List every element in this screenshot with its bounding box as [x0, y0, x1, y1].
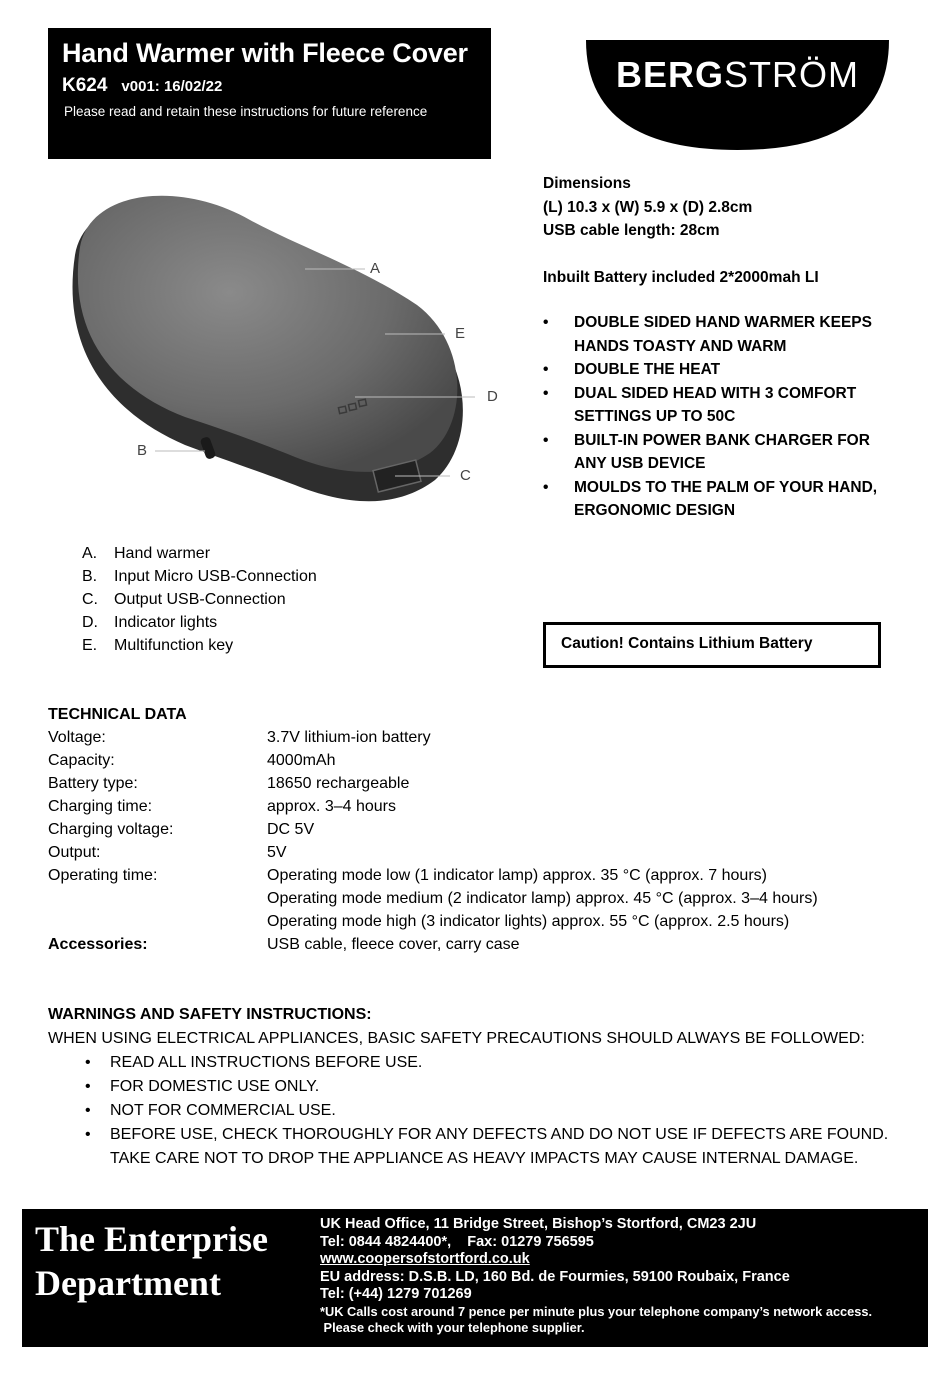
- tech-row: Capacity: 4000mAh: [48, 752, 336, 769]
- bullet-icon: •: [85, 1054, 91, 1071]
- document-title: Hand Warmer with Fleece Cover: [62, 38, 468, 68]
- tech-row: Operating mode medium (2 indicator lamp) approx. 45 °C (approx. 3–4 hours): [267, 890, 818, 907]
- warning-item: • NOT FOR COMMERCIAL USE.: [48, 1099, 888, 1123]
- warnings-heading: WARNINGS AND SAFETY INSTRUCTIONS:: [48, 1006, 372, 1023]
- features-list: [543, 311, 904, 523]
- bullet-icon: •: [543, 478, 549, 496]
- battery-info: Inbuilt Battery included 2*2000mah LI: [543, 268, 819, 286]
- parts-legend: [82, 542, 317, 657]
- dimensions-block: [543, 172, 819, 289]
- tech-row: Operating time: Operating mode low (1 indicator lamp) approx. 35 °C (approx. 7 hours): [48, 867, 767, 884]
- bullet-icon: •: [85, 1102, 91, 1119]
- enterprise-department-brand: The Enterprise Department: [35, 1219, 268, 1303]
- tech-row: Charging voltage: DC 5V: [48, 821, 315, 838]
- usb-cable-length: USB cable length: 28cm: [543, 222, 720, 239]
- tech-row: Operating mode high (3 indicator lights) approx. 55 °C (approx. 2.5 hours): [267, 913, 790, 930]
- warnings-intro: WHEN USING ELECTRICAL APPLIANCES, BASIC SAFETY PRECAUTIONS SHOULD ALWAYS BE FOLLOWED:: [48, 1030, 865, 1047]
- bullet-icon: •: [543, 361, 549, 378]
- call-cost-note: *UK Calls cost around 7 pence per minute plus your telephone company’s network access.: [320, 1303, 873, 1319]
- callout-e: E: [455, 325, 466, 342]
- feature-item: • DUAL SIDED HEAD WITH 3 COMFORT SETTINGS UP TO 50C: [543, 382, 904, 429]
- technical-data-heading: TECHNICAL DATA: [48, 706, 187, 723]
- warning-item: TAKE CARE NOT TO DROP THE APPLIANCE AS HEAVY IMPACTS MAY CAUSE INTERNAL DAMAGE.: [110, 1150, 859, 1167]
- warnings-list: [48, 1051, 888, 1171]
- feature-item: • MOULDS TO THE PALM OF YOUR HAND, ERGONOMIC DESIGN: [543, 476, 904, 523]
- warnings-section: [48, 1003, 888, 1171]
- part-item: B. Input Micro USB-Connection: [82, 568, 317, 585]
- part-item: E. Multifunction key: [82, 637, 234, 654]
- dimensions-size: (L) 10.3 x (W) 5.9 x (D) 2.8cm: [543, 198, 753, 216]
- tech-row: Voltage: 3.7V lithium-ion battery: [48, 729, 431, 746]
- caution-text: Caution! Contains Lithium Battery: [561, 635, 813, 652]
- uk-address: UK Head Office, 11 Bridge Street, Bishop’s Stortford, CM23 2JU: [320, 1216, 757, 1232]
- footer: [22, 1209, 928, 1347]
- callout-c: C: [460, 467, 471, 484]
- bullet-icon: •: [85, 1078, 91, 1095]
- caution-box: [543, 622, 881, 668]
- header-box: [48, 28, 491, 159]
- product-code: [62, 75, 222, 97]
- bullet-icon: •: [85, 1126, 91, 1143]
- warning-item: • FOR DOMESTIC USE ONLY.: [48, 1075, 888, 1099]
- eu-tel: Tel: (+44) 1279 701269: [320, 1286, 472, 1302]
- part-item: C. Output USB-Connection: [82, 591, 286, 608]
- dimensions-heading: Dimensions: [543, 175, 631, 192]
- model-number: K624: [62, 75, 108, 96]
- product-illustration: [55, 185, 515, 515]
- logo-wordmark: BERGSTRÖM: [615, 54, 859, 95]
- technical-data: [48, 703, 818, 956]
- callout-a: A: [370, 260, 381, 277]
- website-link[interactable]: www.coopersofstortford.co.uk: [320, 1251, 530, 1267]
- warning-item: • READ ALL INSTRUCTIONS BEFORE USE.: [48, 1051, 888, 1075]
- uk-tel-fax: Tel: 0844 4824400*, Fax: 01279 756595: [320, 1233, 594, 1250]
- bullet-icon: •: [543, 314, 549, 331]
- contact-info: [320, 1216, 872, 1336]
- part-item: D. Indicator lights: [82, 614, 218, 631]
- callout-b: B: [137, 442, 148, 459]
- call-cost-note-2: Please check with your telephone supplier.: [320, 1319, 585, 1335]
- warning-item: • BEFORE USE, CHECK THOROUGHLY FOR ANY DEFECTS AND DO NOT USE IF DEFECTS ARE FOUND.: [48, 1123, 888, 1147]
- tech-row: Accessories: USB cable, fleece cover, carry case: [48, 936, 520, 953]
- hand-warmer-image: [55, 185, 515, 515]
- tech-row: Battery type: 18650 rechargeable: [48, 775, 410, 792]
- version-date: v001: 16/02/22: [121, 78, 223, 95]
- feature-item: • DOUBLE SIDED HAND WARMER KEEPS HANDS TOASTY AND WARM: [543, 311, 904, 358]
- feature-item: • DOUBLE THE HEAT: [543, 358, 904, 382]
- part-item: A. Hand warmer: [82, 545, 211, 562]
- tech-row: Charging time: approx. 3–4 hours: [48, 798, 396, 815]
- bullet-icon: •: [543, 384, 549, 402]
- eu-address: EU address: D.S.B. LD, 160 Bd. de Fourmies, 59100 Roubaix, France: [320, 1268, 790, 1285]
- tech-row: Output: 5V: [48, 844, 287, 861]
- callout-d: D: [487, 388, 498, 405]
- bergstrom-logo: [586, 40, 889, 150]
- feature-item: • BUILT-IN POWER BANK CHARGER FOR ANY USB DEVICE: [543, 429, 904, 476]
- retain-instructions-note: Please read and retain these instructions for future reference: [64, 104, 428, 119]
- bullet-icon: •: [543, 431, 549, 449]
